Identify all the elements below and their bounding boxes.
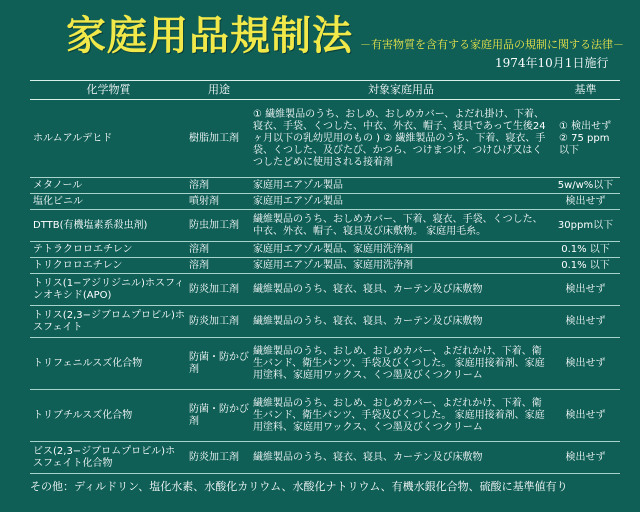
- items-cell: 繊維製品のうち、寝衣、寝具、カーテン及び床敷物: [251, 306, 551, 338]
- table-row: [30, 442, 620, 474]
- standard-cell: 検出せず: [551, 306, 620, 338]
- use-cell: 防菌・防かび剤: [187, 390, 251, 442]
- chemical-cell: ホルムアルデヒド: [30, 100, 187, 178]
- table-row: [30, 194, 620, 210]
- regulation-table: [30, 80, 620, 474]
- use-cell: 噴射剤: [187, 194, 251, 210]
- standard-cell: 検出せず: [551, 194, 620, 210]
- standard-cell: 検出せず: [551, 338, 620, 390]
- standard-cell: 30ppm以下: [551, 210, 620, 242]
- header-use: 用途: [187, 81, 251, 100]
- use-cell: 防炎加工剤: [187, 274, 251, 306]
- page-subtitle: －有害物質を含有する家庭用品の規制に関する法律－: [360, 38, 624, 51]
- enforcement-date: 1974年10月1日施行: [495, 56, 609, 70]
- page-title: 家庭用品規制法: [66, 13, 353, 59]
- standard-cell: 検出せず: [551, 442, 620, 474]
- table-row: [30, 100, 620, 178]
- table-row: [30, 210, 620, 242]
- items-cell: 繊維製品のうち、おしめ、おしめカバー、よだれかけ、下着、衛生バンド、衛生パンツ、手袋及びくつした。 家庭用接着剤、家庭用塗料、家庭用ワックス、くつ墨及びくつクリーム: [251, 338, 551, 390]
- footer-note: その他：ディルドリン、塩化水素、水酸化カリウム、水酸化ナトリウム、有機水銀化合物、硫酸に基準値有り: [30, 480, 568, 493]
- items-cell: 繊維製品のうち、おしめカバー、下着、寝衣、手袋、くつした、中衣、外衣、帽子、寝具及び床敷物。 家庭用毛糸。: [251, 210, 551, 242]
- items-cell: 家庭用エアゾル製品、家庭用洗浄剤: [251, 242, 551, 258]
- items-cell: ① 繊維製品のうち、おしめ、おしめカバー、よだれ掛け、下着、寝衣、手袋、くつした、中衣、外衣、帽子、寝具であって生後24ヶ月以下の乳幼児用のもの ) ② 繊維製品のうち、下着、寝衣、手袋、くつした、及びたび、かつら、つけまつげ、つけひげ又はくつしたどめに使用される接着剤: [251, 100, 551, 178]
- chemical-cell: トリクロロエチレン: [30, 258, 187, 274]
- use-cell: 溶剤: [187, 242, 251, 258]
- chemical-cell: トリフェニルスズ化合物: [30, 338, 187, 390]
- table-row: [30, 242, 620, 258]
- chemical-cell: ビス(2,3−ジブロムプロピル)ホスフェイト化合物: [30, 442, 187, 474]
- header-standard: 基準: [551, 81, 620, 100]
- items-cell: 繊維製品のうち、おしめ、おしめカバー、よだれかけ、下着、衛生バンド、衛生パンツ、手袋及びくつした。 家庭用接着剤、家庭用塗料、家庭用ワックス、くつ墨及びくつクリーム: [251, 390, 551, 442]
- items-cell: 繊維製品のうち、寝衣、寝具、カーテン及び床敷物: [251, 274, 551, 306]
- standard-cell: 検出せず: [551, 274, 620, 306]
- table-row: [30, 178, 620, 194]
- standard-cell: ① 検出せず ② 75 ppm 以下: [551, 100, 620, 178]
- use-cell: 防虫加工剤: [187, 210, 251, 242]
- chemical-cell: トリス(1−アジリジニル)ホスフィンオキシド(APO): [30, 274, 187, 306]
- table-row: [30, 390, 620, 442]
- chemical-cell: テトラクロロエチレン: [30, 242, 187, 258]
- table-row: [30, 306, 620, 338]
- standard-cell: 検出せず: [551, 390, 620, 442]
- items-cell: 家庭用エアゾル製品: [251, 178, 551, 194]
- chemical-cell: トリス(2,3−ジブロムプロピル)ホスフェイト: [30, 306, 187, 338]
- use-cell: 樹脂加工剤: [187, 100, 251, 178]
- table-header-row: [30, 81, 620, 100]
- use-cell: 溶剤: [187, 258, 251, 274]
- header-items: 対象家庭用品: [251, 81, 551, 100]
- chemical-cell: メタノール: [30, 178, 187, 194]
- standard-cell: 5w/w%以下: [551, 178, 620, 194]
- standard-cell: 0.1% 以下: [551, 258, 620, 274]
- chemical-cell: トリブチルスズ化合物: [30, 390, 187, 442]
- use-cell: 防炎加工剤: [187, 442, 251, 474]
- table-row: [30, 274, 620, 306]
- chemical-cell: 塩化ビニル: [30, 194, 187, 210]
- items-cell: 繊維製品のうち、寝衣、寝具、カーテン及び床敷物: [251, 442, 551, 474]
- items-cell: 家庭用エアゾル製品: [251, 194, 551, 210]
- header-chemical: 化学物質: [30, 81, 187, 100]
- use-cell: 防菌・防かび剤: [187, 338, 251, 390]
- chemical-cell: DTTB(有機塩素系殺虫剤): [30, 210, 187, 242]
- standard-cell: 0.1% 以下: [551, 242, 620, 258]
- use-cell: 溶剤: [187, 178, 251, 194]
- items-cell: 家庭用エアゾル製品、家庭用洗浄剤: [251, 258, 551, 274]
- table-row: [30, 258, 620, 274]
- use-cell: 防炎加工剤: [187, 306, 251, 338]
- table-row: [30, 338, 620, 390]
